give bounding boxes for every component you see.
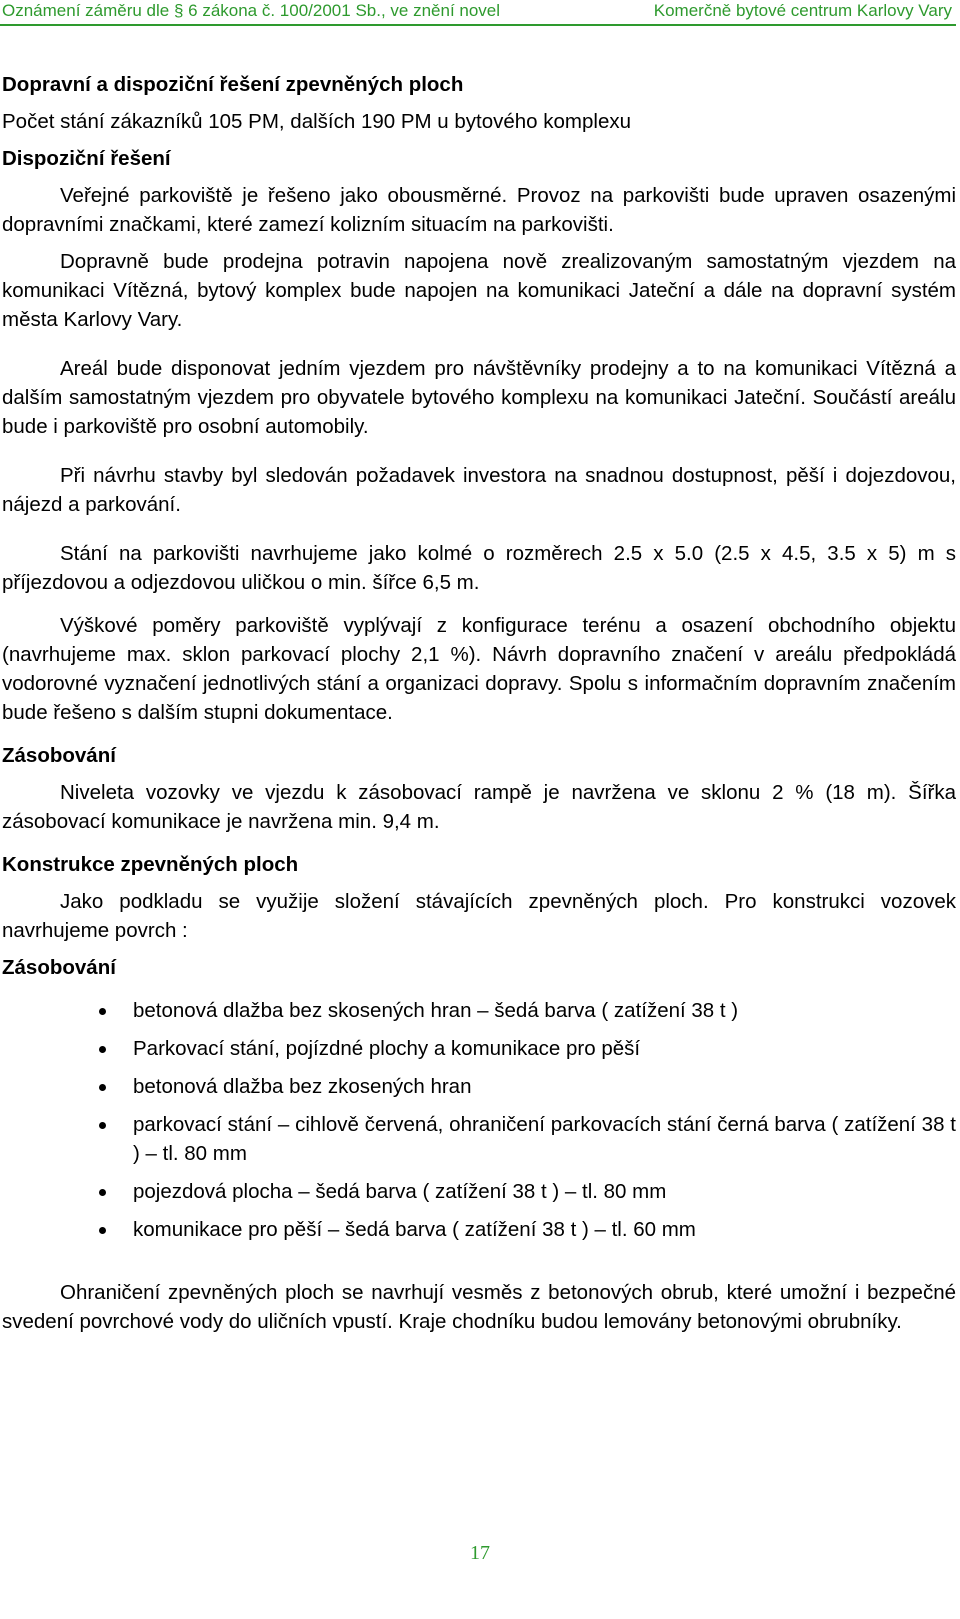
bullet-icon xyxy=(99,1227,106,1234)
paragraph: Niveleta vozovky ve vjezdu k zásobovací rampě je navržena ve sklonu 2 % (18 m). Šířka zásobovací komunikace je navržena min. 9,4 m. xyxy=(2,781,956,833)
bullet-icon xyxy=(99,1008,106,1015)
subsection-heading: Dispoziční řešení xyxy=(2,147,171,170)
header-rule xyxy=(0,24,956,26)
list-item: pojezdová plocha – šedá barva ( zatížení 38 t ) – tl. 80 mm xyxy=(2,1177,956,1206)
paragraph: Výškové poměry parkoviště vyplývají z konfigurace terénu a osazení obchodního objektu (navrhujeme max. sklon parkovací plochy 2,1 %). Návrh dopravního značení v areálu předpokládá vodorovné vyznačení jednotlivých stání a organizaci dopravy. Spolu s informačním dopravním značením bude řešeno s dalším stupni dokumentace. xyxy=(2,614,956,724)
parking-count-line: Počet stání zákazníků 105 PM, dalších 190 PM u bytového komplexu xyxy=(2,110,632,133)
page-header xyxy=(0,0,956,30)
bullet-icon xyxy=(99,1122,106,1129)
paragraph: Stání na parkovišti navrhujeme jako kolmé o rozměrech 2.5 x 5.0 (2.5 x 4.5, 3.5 x 5) m s příjezdovou a odjezdovou uličkou o min. šířce 6,5 m. xyxy=(2,542,956,594)
paragraph: Jako podkladu se využije složení stávajících zpevněných ploch. Pro konstrukci vozovek navrhujeme povrch : xyxy=(2,890,956,942)
header-left-text: Oznámení záměru dle § 6 zákona č. 100/2001 Sb., ve znění novel xyxy=(2,1,501,20)
paragraph: Veřejné parkoviště je řešeno jako obousměrné. Provoz na parkovišti bude upraven osazenými dopravními značkami, které zamezí kolizním situacím na parkovišti. xyxy=(2,184,956,236)
paragraph: Ohraničení zpevněných ploch se navrhují vesměs z betonových obrub, které umožní i bezpečné svedení povrchové vody do uličních vpustí. Kraje chodníku budou lemovány betonovými obrubníky. xyxy=(2,1281,956,1333)
list-item: parkovací stání – cihlově červená, ohraničení parkovacích stání černá barva ( zatížení 38 t ) – tl. 80 mm xyxy=(2,1110,956,1168)
bullet-icon xyxy=(99,1084,106,1091)
subsection-heading: Zásobování xyxy=(2,956,116,979)
paragraph: Areál bude disponovat jedním vjezdem pro návštěvníky prodejny a to na komunikaci Vítězná a dalším samostatným vjezdem pro obyvatele bytového komplexu na komunikaci Jateční. Součástí areálu bude i parkoviště pro osobní automobily. xyxy=(2,357,956,438)
header-right-text: Komerčně bytové centrum Karlovy Vary xyxy=(653,1,952,20)
document-body xyxy=(2,70,956,1336)
paragraph: Při návrhu stavby byl sledován požadavek investora na snadnou dostupnost, pěší i dojezdovou, nájezd a parkování. xyxy=(2,464,956,516)
bullet-icon xyxy=(99,1046,106,1053)
bullet-icon xyxy=(99,1189,106,1196)
subsection-heading: Konstrukce zpevněných ploch xyxy=(2,853,299,876)
surface-list xyxy=(2,996,956,1244)
list-item: komunikace pro pěší – šedá barva ( zatížení 38 t ) – tl. 60 mm xyxy=(2,1215,956,1244)
list-item: betonová dlažba bez zkosených hran xyxy=(2,1072,956,1101)
section-heading: Dopravní a dispoziční řešení zpevněných ploch xyxy=(2,73,464,96)
page-number: 17 xyxy=(470,1542,490,1564)
subsection-heading: Zásobování xyxy=(2,744,116,767)
paragraph: Dopravně bude prodejna potravin napojena nově zrealizovaným samostatným vjezdem na komunikaci Vítězná, bytový komplex bude napojen na komunikaci Jateční a dále na dopravní systém města Karlovy Vary. xyxy=(2,250,956,331)
list-item: betonová dlažba bez skosených hran – šedá barva ( zatížení 38 t ) xyxy=(2,996,956,1025)
list-item: Parkovací stání, pojízdné plochy a komunikace pro pěší xyxy=(2,1034,956,1063)
